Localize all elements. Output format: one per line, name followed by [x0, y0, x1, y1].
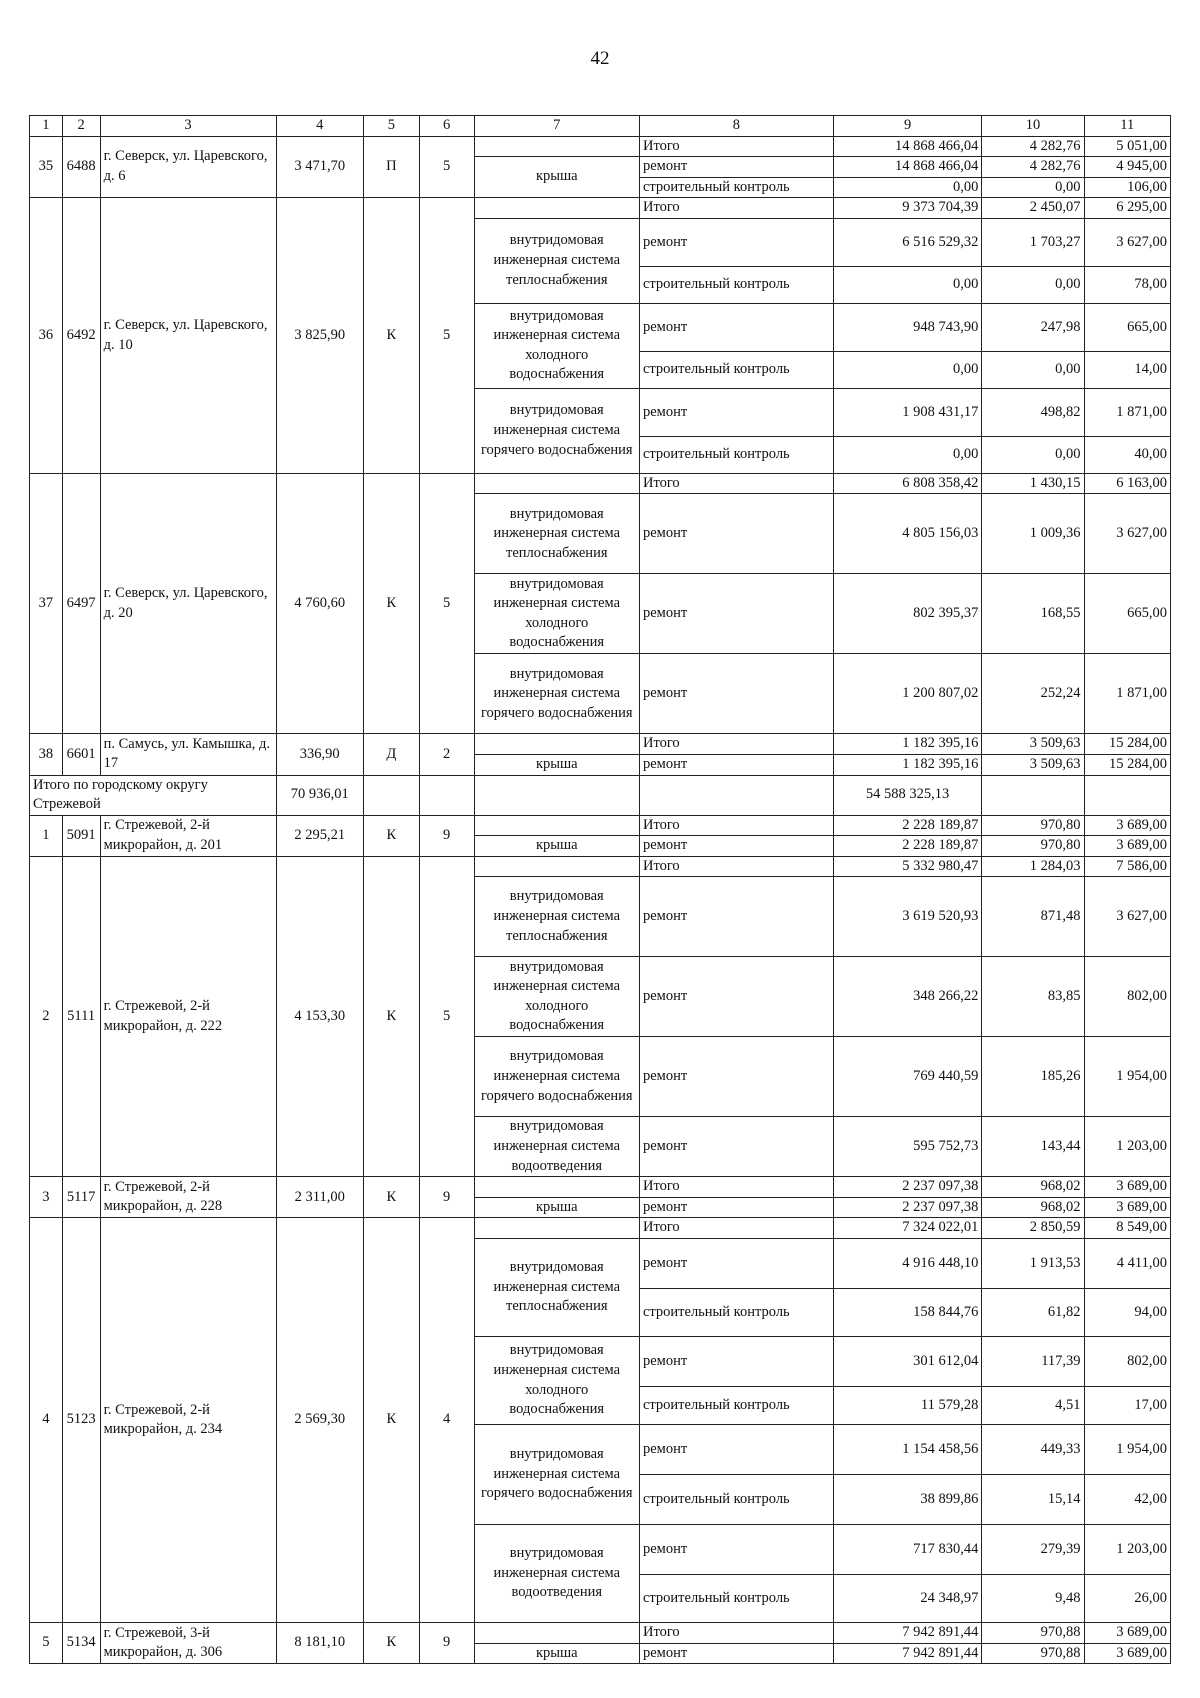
work-unit-cost: 0,00 [982, 351, 1084, 388]
house-code: 6497 [62, 473, 100, 734]
work-type: ремонт [639, 218, 833, 266]
work-unit-cost: 4,51 [982, 1387, 1084, 1425]
total-label: Итого [639, 1623, 833, 1644]
total-unit-cost: 970,88 [982, 1623, 1084, 1644]
wall-type: П [363, 136, 419, 198]
work-limit: 42,00 [1084, 1475, 1170, 1525]
work-unit-cost: 0,00 [982, 436, 1084, 473]
house-address: г. Северск, ул. Царевского, д. 20 [100, 473, 276, 734]
work-sum: 717 830,44 [833, 1525, 982, 1575]
structural-element: внутридомовая инженерная система холодного водоснабжения [474, 303, 639, 388]
work-type: ремонт [639, 654, 833, 734]
column-header: 9 [833, 116, 982, 137]
work-limit: 3 627,00 [1084, 877, 1170, 957]
structural-element: крыша [474, 1197, 639, 1218]
work-limit: 3 689,00 [1084, 1197, 1170, 1218]
work-limit: 1 954,00 [1084, 1037, 1170, 1117]
work-limit: 106,00 [1084, 177, 1170, 198]
work-unit-cost: 0,00 [982, 177, 1084, 198]
work-sum: 4 805 156,03 [833, 494, 982, 574]
work-unit-cost: 1 009,36 [982, 494, 1084, 574]
work-sum: 1 908 431,17 [833, 388, 982, 436]
house-total-row [30, 473, 1171, 494]
work-limit: 78,00 [1084, 266, 1170, 303]
work-unit-cost: 143,44 [982, 1117, 1084, 1177]
work-type: строительный контроль [639, 436, 833, 473]
work-type: ремонт [639, 1197, 833, 1218]
work-sum: 158 844,76 [833, 1289, 982, 1337]
house-address: п. Самусь, ул. Камышка, д. 17 [100, 734, 276, 775]
total-sum: 9 373 704,39 [833, 198, 982, 219]
work-limit: 1 871,00 [1084, 654, 1170, 734]
house-code: 5091 [62, 815, 100, 856]
work-unit-cost: 83,85 [982, 957, 1084, 1037]
column-header: 2 [62, 116, 100, 137]
house-code: 6601 [62, 734, 100, 775]
total-unit-cost: 3 509,63 [982, 734, 1084, 755]
work-sum: 24 348,97 [833, 1575, 982, 1623]
wall-type: К [363, 198, 419, 474]
house-address: г. Стрежевой, 3-й микрорайон, д. 306 [100, 1623, 276, 1664]
column-header: 6 [419, 116, 474, 137]
work-type: ремонт [639, 957, 833, 1037]
work-limit: 4 945,00 [1084, 157, 1170, 178]
house-total-row [30, 1623, 1171, 1644]
total-sum: 7 942 891,44 [833, 1623, 982, 1644]
house-area: 336,90 [276, 734, 363, 775]
work-unit-cost: 3 509,63 [982, 754, 1084, 775]
house-area: 3 825,90 [276, 198, 363, 474]
work-sum: 1 154 458,56 [833, 1425, 982, 1475]
house-code: 6488 [62, 136, 100, 198]
work-limit: 802,00 [1084, 957, 1170, 1037]
house-code: 5134 [62, 1623, 100, 1664]
row-number: 36 [30, 198, 63, 474]
column-header: 8 [639, 116, 833, 137]
work-limit: 26,00 [1084, 1575, 1170, 1623]
work-unit-cost: 252,24 [982, 654, 1084, 734]
floor-count: 9 [419, 815, 474, 856]
house-total-row [30, 1218, 1171, 1239]
row-number: 4 [30, 1218, 63, 1623]
empty-cell [474, 775, 639, 815]
work-unit-cost: 117,39 [982, 1337, 1084, 1387]
total-label: Итого [639, 734, 833, 755]
subtotal-area: 70 936,01 [276, 775, 363, 815]
total-label: Итого [639, 856, 833, 877]
total-sum: 1 182 395,16 [833, 734, 982, 755]
subtotal-row [30, 775, 1171, 815]
work-limit: 665,00 [1084, 303, 1170, 351]
work-type: ремонт [639, 1525, 833, 1575]
empty-cell [363, 775, 419, 815]
work-unit-cost: 498,82 [982, 388, 1084, 436]
work-type: строительный контроль [639, 1387, 833, 1425]
total-label: Итого [639, 815, 833, 836]
structural-element: внутридомовая инженерная система горячего водоснабжения [474, 654, 639, 734]
total-unit-cost: 2 450,07 [982, 198, 1084, 219]
work-sum: 0,00 [833, 351, 982, 388]
column-header: 1 [30, 116, 63, 137]
work-unit-cost: 168,55 [982, 574, 1084, 654]
total-limit: 7 586,00 [1084, 856, 1170, 877]
total-unit-cost: 970,80 [982, 815, 1084, 836]
work-sum: 2 228 189,87 [833, 836, 982, 857]
work-unit-cost: 871,48 [982, 877, 1084, 957]
column-header: 11 [1084, 116, 1170, 137]
column-number-row [30, 116, 1171, 137]
house-total-row [30, 1177, 1171, 1198]
work-type: ремонт [639, 1643, 833, 1664]
house-area: 4 760,60 [276, 473, 363, 734]
work-limit: 17,00 [1084, 1387, 1170, 1425]
work-sum: 0,00 [833, 266, 982, 303]
house-address: г. Стрежевой, 2-й микрорайон, д. 228 [100, 1177, 276, 1218]
work-type: ремонт [639, 754, 833, 775]
work-limit: 3 689,00 [1084, 1643, 1170, 1664]
floor-count: 9 [419, 1177, 474, 1218]
work-type: ремонт [639, 836, 833, 857]
work-unit-cost: 1 703,27 [982, 218, 1084, 266]
work-sum: 948 743,90 [833, 303, 982, 351]
structural-element: внутридомовая инженерная система водоотведения [474, 1117, 639, 1177]
work-sum: 14 868 466,04 [833, 157, 982, 178]
total-unit-cost: 2 850,59 [982, 1218, 1084, 1239]
structural-element: внутридомовая инженерная система водоотведения [474, 1525, 639, 1623]
structural-element: внутридомовая инженерная система теплоснабжения [474, 1239, 639, 1337]
empty-cell [474, 473, 639, 494]
house-address: г. Стрежевой, 2-й микрорайон, д. 201 [100, 815, 276, 856]
work-limit: 1 203,00 [1084, 1117, 1170, 1177]
empty-cell [474, 815, 639, 836]
work-type: ремонт [639, 1239, 833, 1289]
total-limit: 15 284,00 [1084, 734, 1170, 755]
work-type: ремонт [639, 1117, 833, 1177]
work-limit: 802,00 [1084, 1337, 1170, 1387]
total-unit-cost: 4 282,76 [982, 136, 1084, 157]
floor-count: 4 [419, 1218, 474, 1623]
subtotal-sum: 54 588 325,13 [833, 775, 982, 815]
empty-cell [474, 1218, 639, 1239]
house-address: г. Северск, ул. Царевского, д. 6 [100, 136, 276, 198]
wall-type: Д [363, 734, 419, 775]
house-total-row [30, 136, 1171, 157]
empty-cell [474, 1623, 639, 1644]
row-number: 3 [30, 1177, 63, 1218]
total-unit-cost: 1 430,15 [982, 473, 1084, 494]
house-area: 3 471,70 [276, 136, 363, 198]
floor-count: 5 [419, 198, 474, 474]
work-type: ремонт [639, 877, 833, 957]
house-total-row [30, 734, 1171, 755]
wall-type: К [363, 1218, 419, 1623]
work-limit: 1 203,00 [1084, 1525, 1170, 1575]
work-unit-cost: 0,00 [982, 266, 1084, 303]
total-limit: 3 689,00 [1084, 815, 1170, 836]
work-limit: 1 954,00 [1084, 1425, 1170, 1475]
column-header: 3 [100, 116, 276, 137]
work-unit-cost: 279,39 [982, 1525, 1084, 1575]
total-sum: 7 324 022,01 [833, 1218, 982, 1239]
work-type: строительный контроль [639, 1475, 833, 1525]
work-unit-cost: 185,26 [982, 1037, 1084, 1117]
work-unit-cost: 449,33 [982, 1425, 1084, 1475]
work-type: ремонт [639, 1425, 833, 1475]
work-sum: 0,00 [833, 177, 982, 198]
work-sum: 7 942 891,44 [833, 1643, 982, 1664]
work-unit-cost: 968,02 [982, 1197, 1084, 1218]
work-type: строительный контроль [639, 351, 833, 388]
house-code: 6492 [62, 198, 100, 474]
house-address: г. Северск, ул. Царевского, д. 10 [100, 198, 276, 474]
work-sum: 802 395,37 [833, 574, 982, 654]
work-type: ремонт [639, 574, 833, 654]
house-area: 2 569,30 [276, 1218, 363, 1623]
work-limit: 40,00 [1084, 436, 1170, 473]
floor-count: 5 [419, 136, 474, 198]
subtotal-label: Итого по городскому округу Стрежевой [30, 775, 277, 815]
total-sum: 5 332 980,47 [833, 856, 982, 877]
total-limit: 8 549,00 [1084, 1218, 1170, 1239]
structural-element: крыша [474, 754, 639, 775]
column-header: 10 [982, 116, 1084, 137]
total-sum: 6 808 358,42 [833, 473, 982, 494]
structural-element: внутридомовая инженерная система холодного водоснабжения [474, 1337, 639, 1425]
row-number: 5 [30, 1623, 63, 1664]
structural-element: внутридомовая инженерная система холодного водоснабжения [474, 957, 639, 1037]
work-limit: 3 689,00 [1084, 836, 1170, 857]
row-number: 1 [30, 815, 63, 856]
work-sum: 348 266,22 [833, 957, 982, 1037]
work-unit-cost: 15,14 [982, 1475, 1084, 1525]
row-number: 38 [30, 734, 63, 775]
wall-type: К [363, 473, 419, 734]
structural-element: крыша [474, 157, 639, 198]
floor-count: 9 [419, 1623, 474, 1664]
work-sum: 6 516 529,32 [833, 218, 982, 266]
total-sum: 2 237 097,38 [833, 1177, 982, 1198]
work-unit-cost: 9,48 [982, 1575, 1084, 1623]
work-unit-cost: 247,98 [982, 303, 1084, 351]
structural-element: крыша [474, 836, 639, 857]
work-type: ремонт [639, 388, 833, 436]
work-sum: 1 182 395,16 [833, 754, 982, 775]
total-limit: 3 689,00 [1084, 1177, 1170, 1198]
house-area: 8 181,10 [276, 1623, 363, 1664]
wall-type: К [363, 1177, 419, 1218]
empty-cell [982, 775, 1084, 815]
house-area: 4 153,30 [276, 856, 363, 1177]
wall-type: К [363, 856, 419, 1177]
house-code: 5123 [62, 1218, 100, 1623]
work-type: ремонт [639, 303, 833, 351]
work-limit: 665,00 [1084, 574, 1170, 654]
total-label: Итого [639, 1218, 833, 1239]
work-type: ремонт [639, 494, 833, 574]
structural-element: внутридомовая инженерная система горячего водоснабжения [474, 1425, 639, 1525]
work-unit-cost: 61,82 [982, 1289, 1084, 1337]
work-type: строительный контроль [639, 177, 833, 198]
wall-type: К [363, 1623, 419, 1664]
structural-element: крыша [474, 1643, 639, 1664]
total-limit: 6 295,00 [1084, 198, 1170, 219]
row-number: 37 [30, 473, 63, 734]
total-sum: 14 868 466,04 [833, 136, 982, 157]
floor-count: 5 [419, 856, 474, 1177]
column-header: 7 [474, 116, 639, 137]
work-sum: 2 237 097,38 [833, 1197, 982, 1218]
total-limit: 3 689,00 [1084, 1623, 1170, 1644]
total-limit: 6 163,00 [1084, 473, 1170, 494]
capital-repair-table [29, 115, 1171, 1664]
total-label: Итого [639, 473, 833, 494]
work-limit: 4 411,00 [1084, 1239, 1170, 1289]
house-code: 5117 [62, 1177, 100, 1218]
empty-cell [419, 775, 474, 815]
structural-element: внутридомовая инженерная система теплоснабжения [474, 218, 639, 303]
floor-count: 5 [419, 473, 474, 734]
work-type: строительный контроль [639, 1289, 833, 1337]
work-sum: 0,00 [833, 436, 982, 473]
total-label: Итого [639, 1177, 833, 1198]
total-sum: 2 228 189,87 [833, 815, 982, 836]
total-unit-cost: 968,02 [982, 1177, 1084, 1198]
work-unit-cost: 970,80 [982, 836, 1084, 857]
work-sum: 595 752,73 [833, 1117, 982, 1177]
empty-cell [474, 1177, 639, 1198]
structural-element: внутридомовая инженерная система горячего водоснабжения [474, 1037, 639, 1117]
structural-element: внутридомовая инженерная система горячего водоснабжения [474, 388, 639, 473]
column-header: 5 [363, 116, 419, 137]
house-total-row [30, 815, 1171, 836]
work-limit: 1 871,00 [1084, 388, 1170, 436]
total-label: Итого [639, 136, 833, 157]
wall-type: К [363, 815, 419, 856]
empty-cell [474, 856, 639, 877]
work-sum: 38 899,86 [833, 1475, 982, 1525]
page-number: 42 [590, 48, 610, 69]
house-area: 2 311,00 [276, 1177, 363, 1218]
work-type: ремонт [639, 157, 833, 178]
empty-cell [1084, 775, 1170, 815]
empty-cell [639, 775, 833, 815]
house-area: 2 295,21 [276, 815, 363, 856]
work-limit: 15 284,00 [1084, 754, 1170, 775]
empty-cell [474, 198, 639, 219]
total-label: Итого [639, 198, 833, 219]
floor-count: 2 [419, 734, 474, 775]
work-type: строительный контроль [639, 266, 833, 303]
work-sum: 11 579,28 [833, 1387, 982, 1425]
house-address: г. Стрежевой, 2-й микрорайон, д. 234 [100, 1218, 276, 1623]
work-type: ремонт [639, 1037, 833, 1117]
work-sum: 301 612,04 [833, 1337, 982, 1387]
work-unit-cost: 1 913,53 [982, 1239, 1084, 1289]
house-total-row [30, 198, 1171, 219]
house-address: г. Стрежевой, 2-й микрорайон, д. 222 [100, 856, 276, 1177]
empty-cell [474, 136, 639, 157]
row-number: 35 [30, 136, 63, 198]
structural-element: внутридомовая инженерная система теплоснабжения [474, 877, 639, 957]
structural-element: внутридомовая инженерная система теплоснабжения [474, 494, 639, 574]
work-unit-cost: 4 282,76 [982, 157, 1084, 178]
work-sum: 1 200 807,02 [833, 654, 982, 734]
work-type: ремонт [639, 1337, 833, 1387]
work-sum: 4 916 448,10 [833, 1239, 982, 1289]
work-limit: 94,00 [1084, 1289, 1170, 1337]
work-limit: 3 627,00 [1084, 218, 1170, 266]
work-limit: 14,00 [1084, 351, 1170, 388]
house-code: 5111 [62, 856, 100, 1177]
empty-cell [474, 734, 639, 755]
structural-element: внутридомовая инженерная система холодного водоснабжения [474, 574, 639, 654]
row-number: 2 [30, 856, 63, 1177]
work-sum: 769 440,59 [833, 1037, 982, 1117]
work-type: строительный контроль [639, 1575, 833, 1623]
total-limit: 5 051,00 [1084, 136, 1170, 157]
total-unit-cost: 1 284,03 [982, 856, 1084, 877]
work-sum: 3 619 520,93 [833, 877, 982, 957]
column-header: 4 [276, 116, 363, 137]
work-unit-cost: 970,88 [982, 1643, 1084, 1664]
work-limit: 3 627,00 [1084, 494, 1170, 574]
house-total-row [30, 856, 1171, 877]
